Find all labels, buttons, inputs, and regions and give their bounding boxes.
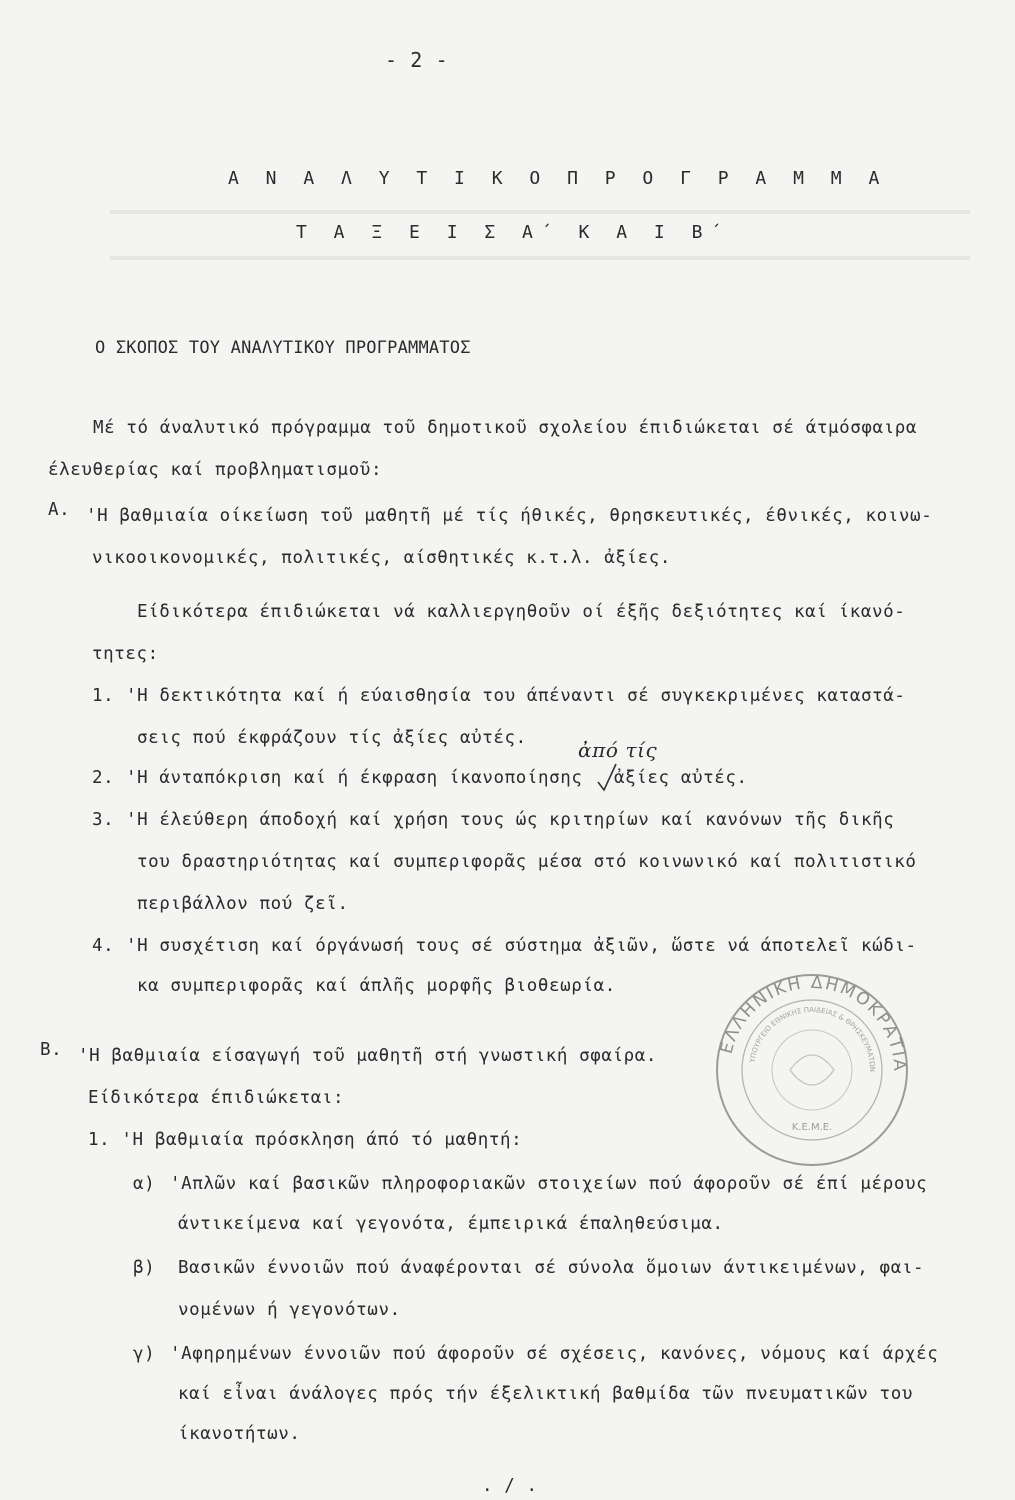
item-4-line-1: 'Η συσχέτιση καί όργάνωσή τους σέ σύστημα ἀξιῶν, ὥστε νά άποτελεῖ κώδι- [126, 936, 917, 956]
item-1-line-2: σεις πού έκφράζουν τίς ἀξίες αὐτές. [137, 728, 527, 748]
item-3-line-2: του δραστηριότητας καί συμπεριφορᾶς μέσα στό κοινωνικό καί πολιτιστικό [137, 852, 917, 872]
subitem-a-line-2: άντικείμενα καί γεγονότα, έμπειρικά έπαληθεύσιμα. [178, 1214, 724, 1234]
item-3-line-3: περιβάλλον πού ζεῖ. [137, 894, 349, 914]
item-4-line-2: κα συμπεριφορᾶς καί άπλῆς μορφῆς βιοθεωρία. [137, 976, 616, 996]
subitem-a-line-1: 'Απλῶν καί βασικῶν πληροφοριακῶν στοιχείων πού άφοροῦν σέ έπί μέρους [170, 1174, 928, 1194]
subitem-c-line-2: καί εἶναι άνάλογες πρός τήν έξελικτική βαθμίδα τῶν πνευματικῶν του [178, 1384, 913, 1404]
item-3-number: 3. [92, 810, 115, 830]
subitem-b-label: β) [133, 1258, 156, 1278]
item-4-number: 4. [92, 936, 115, 956]
part-a-letter: Α. [48, 500, 71, 520]
intro-line-1: Μέ τό άναλυτικό πρόγραμμα τοῦ δημοτικοῦ σχολείου έπιδιώκεται σέ άτμόσφαιρα [93, 418, 918, 438]
official-stamp [712, 970, 912, 1170]
part-a-line-2: νικοοικονομικές, πολιτικές, αίσθητικές κ.τ.λ. ἀξίες. [92, 548, 672, 568]
intro-line-2: έλευθερίας καί προβληματισμοῦ: [48, 460, 383, 480]
item-1-number: 1. [92, 686, 115, 706]
subitem-b-line-1: Βασικῶν έννοιῶν πού άναφέρονται σέ σύνολα ὅμοιων άντικειμένων, φαι- [178, 1258, 925, 1278]
page-number: - 2 - [385, 48, 449, 72]
subitem-c-line-3: ίκανοτήτων. [178, 1424, 301, 1444]
item-2-line-1-end: ἀξίες αὐτές. [614, 768, 748, 788]
heading-line-2: Τ Α Ξ Ε Ι Σ Α΄ Κ Α Ι Β΄ [296, 222, 730, 243]
part-b-sub-intro: Είδικότερα έπιδιώκεται: [88, 1088, 345, 1108]
subitem-c-line-1: 'Αφηρημένων έννοιῶν πού άφοροῦν σέ σχέσεις, κανόνες, νόμους καί άρχές [170, 1344, 939, 1364]
subitem-b-line-2: νομένων ή γεγονότων. [178, 1300, 401, 1320]
part-a-sub-intro-1: Είδικότερα έπιδιώκεται νά καλλιεργηθοῦν οί έξῆς δεξιότητες καί ίκανό- [137, 602, 906, 622]
heading-line-1: Α Ν Α Λ Υ Τ Ι Κ Ο Π Ρ Ο Γ Ρ Α Μ Μ Α [228, 168, 888, 189]
stamp-outer-text: ΕΛΛΗΝΙΚΗ ΔΗΜΟΚΡΑΤΙΑ [716, 972, 910, 1074]
stamp-inner-text: ΥΠΟΥΡΓΕΙΟ ΕΘΝΙΚΗΣ ΠΑΙΔΕΙΑΣ & ΘΡΗΣΚΕΥΜΑΤΩΝ [748, 1005, 877, 1073]
item-2-line-1: 'Η άνταπόκριση καί ή έκφραση ίκανοποίησης [126, 768, 583, 788]
part-b-item-1: 1. 'Η βαθμιαία πρόσκληση άπό τό μαθητή: [88, 1130, 523, 1150]
item-1-line-1: 'Η δεκτικότητα καί ή εύαισθησία του άπέναντι σέ συγκεκριμένες καταστά- [126, 686, 906, 706]
stamp-bottom-text: Κ.Ε.Μ.Ε. [791, 1122, 833, 1133]
stamp-emblem-icon [790, 1055, 834, 1085]
subitem-a-label: α) [133, 1174, 156, 1194]
continuation-mark: . / . [482, 1476, 538, 1496]
part-a-sub-intro-2: τητες: [92, 644, 159, 664]
item-3-line-1: 'Η έλεύθερη άποδοχή καί χρήση τους ώς κριτηρίων καί κανόνων τῆς δικῆς [126, 810, 895, 830]
handwritten-insert: ἀπό τίς [578, 738, 658, 762]
section-title: Ο ΣΚΟΠΟΣ ΤΟΥ ΑΝΑΛΥΤΙΚΟΥ ΠΡΟΓΡΑΜΜΑΤΟΣ [95, 338, 471, 358]
svg-text:ΕΛΛΗΝΙΚΗ ΔΗΜΟΚΡΑΤΙΑ [717, 973, 909, 1073]
part-b-letter: Β. [40, 1040, 63, 1060]
part-b-line-1: 'Η βαθμιαία είσαγωγή τοῦ μαθητῆ στή γνωστική σφαίρα. [78, 1046, 658, 1066]
bleed-through [110, 190, 970, 300]
item-2-number: 2. [92, 768, 115, 788]
subitem-c-label: γ) [133, 1344, 156, 1364]
part-a-line-1: 'Η βαθμιαία οίκείωση τοῦ μαθητῆ μέ τίς ήθικές, θρησκευτικές, έθνικές, κοινω- [86, 506, 933, 526]
